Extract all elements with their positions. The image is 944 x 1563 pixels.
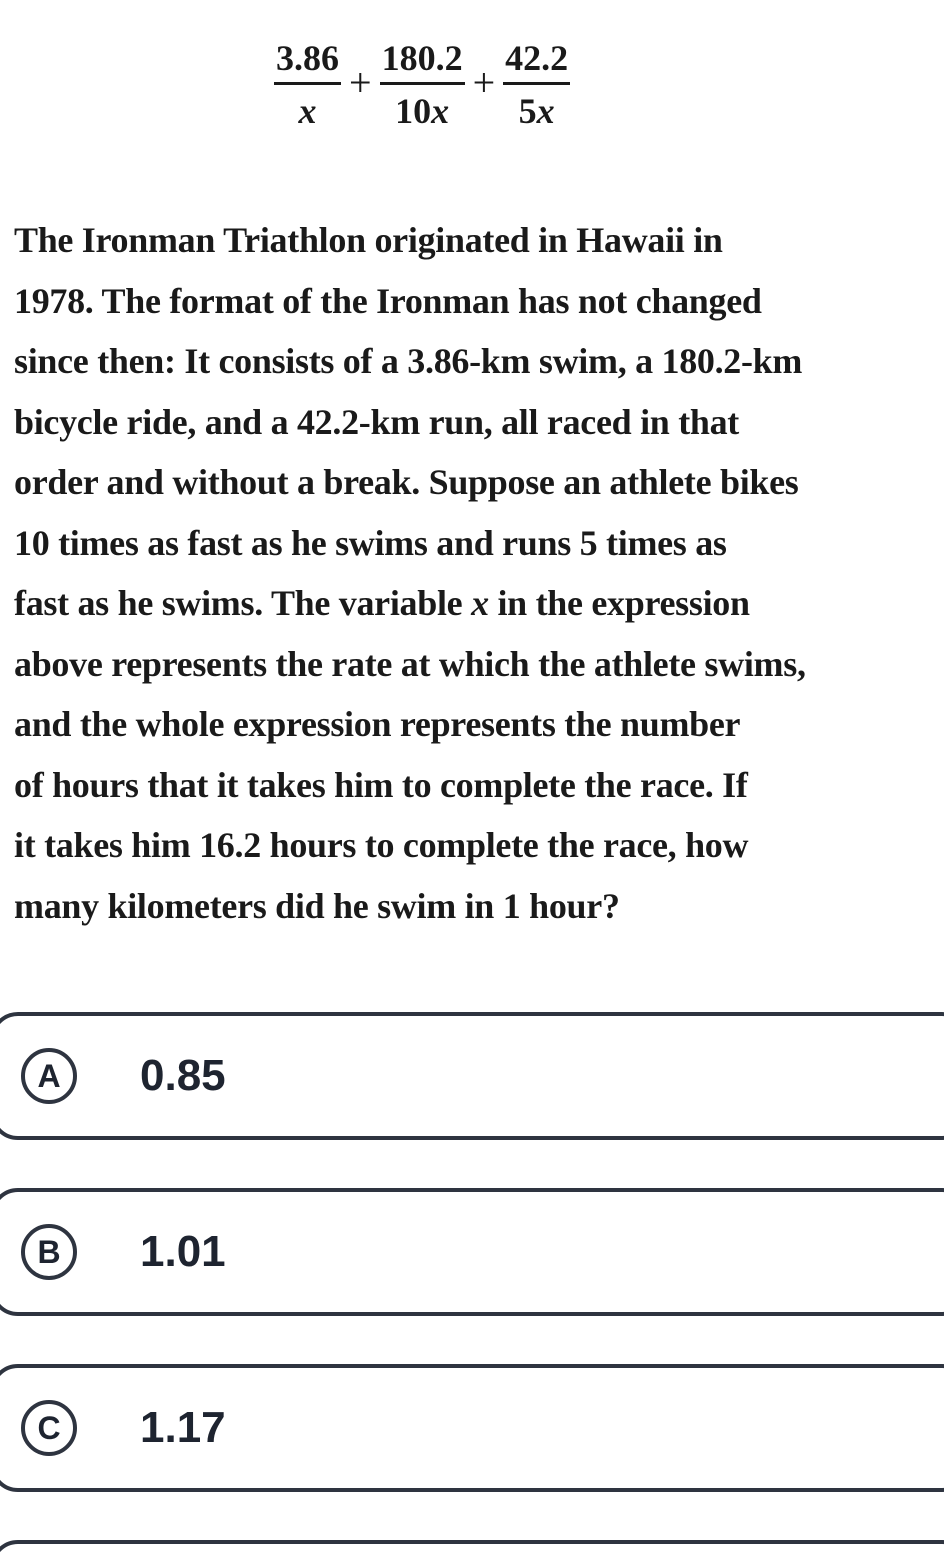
- answer-option-c[interactable]: [0, 1364, 944, 1492]
- fraction-bike-numerator: 180.2: [381, 38, 463, 78]
- fraction-run-denominator: [519, 85, 555, 131]
- denominator-coefficient: 5: [518, 91, 537, 131]
- question-line: The Ironman Triathlon originated in Hawaii in: [14, 220, 723, 260]
- option-value-a: 0.85: [140, 1051, 226, 1100]
- fraction-swim-denominator: [299, 85, 317, 131]
- question-line-part: in the expression: [488, 583, 750, 623]
- question-line: above represents the rate at which the athlete swims,: [14, 643, 806, 684]
- plus-sign: +: [472, 60, 496, 105]
- fraction-swim-numerator: 3.86: [276, 38, 339, 78]
- variable-x: x: [536, 91, 555, 131]
- answer-option-d[interactable]: [0, 1540, 944, 1563]
- fraction-swim: [270, 38, 345, 131]
- fraction-bike: [376, 38, 469, 131]
- rational-expression: [270, 38, 574, 131]
- fraction-run-numerator: 42.2: [505, 38, 569, 78]
- question-line: since then: It consists of a 3.86-km swim, a 180.2-km: [14, 341, 803, 381]
- question-text: [14, 210, 894, 936]
- answer-option-b[interactable]: [0, 1188, 944, 1316]
- variable-x: x: [298, 91, 317, 131]
- question-line: and the whole expression represents the number: [14, 704, 741, 744]
- plus-sign: +: [349, 60, 372, 105]
- question-line: order and without a break. Suppose an athlete bikes: [14, 462, 799, 502]
- question-line: 1978. The format of the Ironman has not changed: [14, 280, 762, 321]
- answer-option-a[interactable]: [0, 1012, 944, 1140]
- question-line: of hours that it takes him to complete the race. If: [14, 764, 748, 805]
- question-line: bicycle ride, and a 42.2-km run, all raced in that: [14, 401, 739, 442]
- question-line: many kilometers did he swim in 1 hour?: [14, 885, 620, 926]
- fraction-bike-denominator: [395, 85, 449, 131]
- question-line: 10 times as fast as he swims and runs 5 times as: [14, 522, 727, 563]
- question-line: it takes him 16.2 hours to complete the race, how: [14, 825, 749, 865]
- option-letter-b: B: [21, 1224, 77, 1280]
- option-value-b: 1.01: [140, 1227, 226, 1276]
- option-letter-c: C: [21, 1400, 77, 1456]
- question-line: [14, 573, 894, 634]
- variable-x: x: [431, 91, 450, 131]
- question-line-part: fast as he swims. The variable: [14, 583, 463, 623]
- option-value-c: 1.17: [140, 1403, 226, 1452]
- option-letter-a: A: [21, 1048, 77, 1104]
- variable-x: x: [471, 583, 489, 623]
- fraction-run: [499, 38, 574, 131]
- denominator-coefficient: 10: [395, 91, 432, 131]
